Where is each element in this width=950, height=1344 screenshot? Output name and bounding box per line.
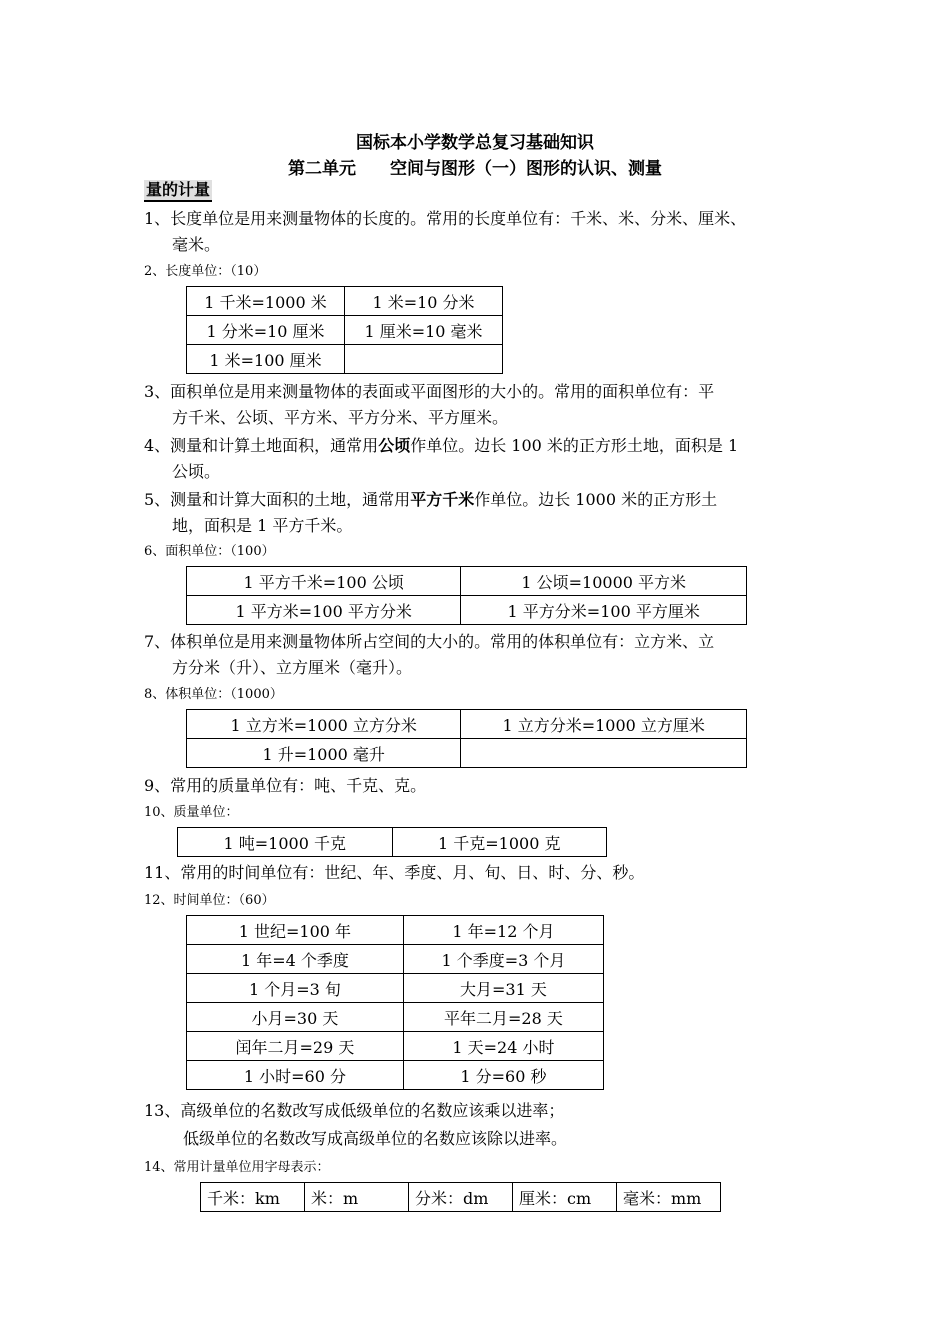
table-row	[187, 945, 604, 974]
item-13-line1: 13、高级单位的名数改写成低级单位的名数应该乘以进率；	[144, 1101, 565, 1120]
table-cell: 1 米=100 厘米	[187, 345, 345, 374]
document-title: 国标本小学数学总复习基础知识	[356, 133, 594, 153]
table-cell: 1 公顷=10000 平方米	[461, 567, 747, 596]
item-7-line2: 方分米（升）、立方厘米（毫升）。	[172, 658, 413, 677]
item-11: 11、常用的时间单位有：世纪、年、季度、月、旬、日、时、分、秒。	[144, 863, 645, 882]
item-5-line1	[144, 487, 814, 513]
table-cell: 1 立方米=1000 立方分米	[187, 710, 461, 739]
table-cell: 1 小时=60 分	[187, 1061, 404, 1090]
item-13-line2: 低级单位的名数改写成高级单位的名数应该除以进率。	[183, 1129, 568, 1148]
table-row	[187, 345, 503, 374]
table-row	[187, 287, 503, 316]
unit-letters-table	[200, 1182, 721, 1212]
item-5-line2: 地，面积是 1 平方千米。	[172, 516, 353, 535]
table-cell: 1 分=60 秒	[403, 1061, 603, 1090]
table-row	[187, 1003, 604, 1032]
item-3	[144, 379, 814, 431]
table-cell: 1 立方分米=1000 立方厘米	[461, 710, 747, 739]
table-cell: 分米：dm	[409, 1183, 513, 1212]
table-row	[187, 1061, 604, 1090]
table-cell: 1 世纪=100 年	[187, 916, 404, 945]
item-4-line1	[144, 433, 814, 459]
table-row	[201, 1183, 721, 1212]
item-8-label: 8、体积单位：（1000）	[144, 687, 283, 702]
table-cell: 1 升=1000 毫升	[187, 739, 461, 768]
item-3-line1: 3、面积单位是用来测量物体的表面或平面图形的大小的。常用的面积单位有：平	[144, 382, 715, 401]
item-2-label: 2、长度单位：（10）	[144, 264, 267, 279]
item-6-label: 6、面积单位：（100）	[144, 544, 275, 559]
item-1-line1: 1、长度单位是用来测量物体的长度的。常用的长度单位有：千米、米、分米、厘米、	[144, 209, 747, 228]
item-14-label: 14、常用计量单位用字母表示：	[144, 1160, 330, 1175]
table-cell: 1 米=10 分米	[345, 287, 503, 316]
table-cell: 1 厘米=10 毫米	[345, 316, 503, 345]
table-cell	[345, 345, 503, 374]
item-4-bold: 公顷	[378, 436, 411, 455]
table-cell: 1 平方千米=100 公顷	[187, 567, 461, 596]
item-1	[144, 206, 814, 258]
table-cell: 1 年=4 个季度	[187, 945, 404, 974]
item-4-text-a: 4、测量和计算土地面积，通常用	[144, 436, 379, 455]
item-5-text-a: 5、测量和计算大面积的土地，通常用	[144, 490, 411, 509]
table-cell: 米：m	[305, 1183, 409, 1212]
volume-units-table	[186, 709, 747, 768]
table-cell: 1 个季度=3 个月	[403, 945, 603, 974]
table-row	[187, 916, 604, 945]
table-cell: 小月=30 天	[187, 1003, 404, 1032]
table-cell: 1 天=24 小时	[403, 1032, 603, 1061]
mass-units-table	[177, 827, 607, 857]
table-cell: 千米：km	[201, 1183, 305, 1212]
item-12-label: 12、时间单位：（60）	[144, 893, 275, 908]
table-cell: 1 分米=10 厘米	[187, 316, 345, 345]
table-cell: 1 平方分米=100 平方厘米	[461, 596, 747, 625]
table-row	[178, 828, 607, 857]
table-row	[187, 974, 604, 1003]
table-cell: 厘米：cm	[513, 1183, 617, 1212]
table-row	[187, 1032, 604, 1061]
area-units-table	[186, 566, 747, 625]
item-4	[144, 433, 814, 485]
time-units-table	[186, 915, 604, 1090]
section-heading: 量的计量	[144, 180, 212, 202]
table-cell: 1 个月=3 旬	[187, 974, 404, 1003]
table-cell: 1 平方米=100 平方分米	[187, 596, 461, 625]
table-row	[187, 710, 747, 739]
table-row	[187, 567, 747, 596]
item-5-bold: 平方千米	[410, 490, 475, 509]
table-cell: 1 年=12 个月	[403, 916, 603, 945]
item-7	[144, 629, 814, 681]
table-cell: 毫米：mm	[617, 1183, 721, 1212]
table-cell: 闰年二月=29 天	[187, 1032, 404, 1061]
item-1-line2: 毫米。	[172, 235, 221, 254]
table-cell: 平年二月=28 天	[403, 1003, 603, 1032]
item-7-line1: 7、体积单位是用来测量物体所占空间的大小的。常用的体积单位有：立方米、立	[144, 632, 715, 651]
item-9: 9、常用的质量单位有：吨、千克、克。	[144, 776, 427, 795]
table-row	[187, 316, 503, 345]
length-units-table	[186, 286, 503, 374]
table-cell: 大月=31 天	[403, 974, 603, 1003]
table-row	[187, 596, 747, 625]
item-5-text-c: 作单位。边长 1000 米的正方形土	[474, 490, 718, 509]
table-row	[187, 739, 747, 768]
item-4-line2: 公顷。	[172, 462, 221, 481]
item-3-line2: 方千米、公顷、平方米、平方分米、平方厘米。	[172, 408, 509, 427]
table-cell	[461, 739, 747, 768]
table-cell: 1 千克=1000 克	[392, 828, 607, 857]
unit-title: 第二单元 空间与图形（一）图形的认识、测量	[288, 159, 662, 179]
item-10-label: 10、质量单位：	[144, 805, 239, 820]
table-cell: 1 吨=1000 千克	[178, 828, 393, 857]
item-4-text-c: 作单位。边长 100 米的正方形土地，面积是 1	[410, 436, 739, 455]
item-5	[144, 487, 814, 539]
table-cell: 1 千米=1000 米	[187, 287, 345, 316]
